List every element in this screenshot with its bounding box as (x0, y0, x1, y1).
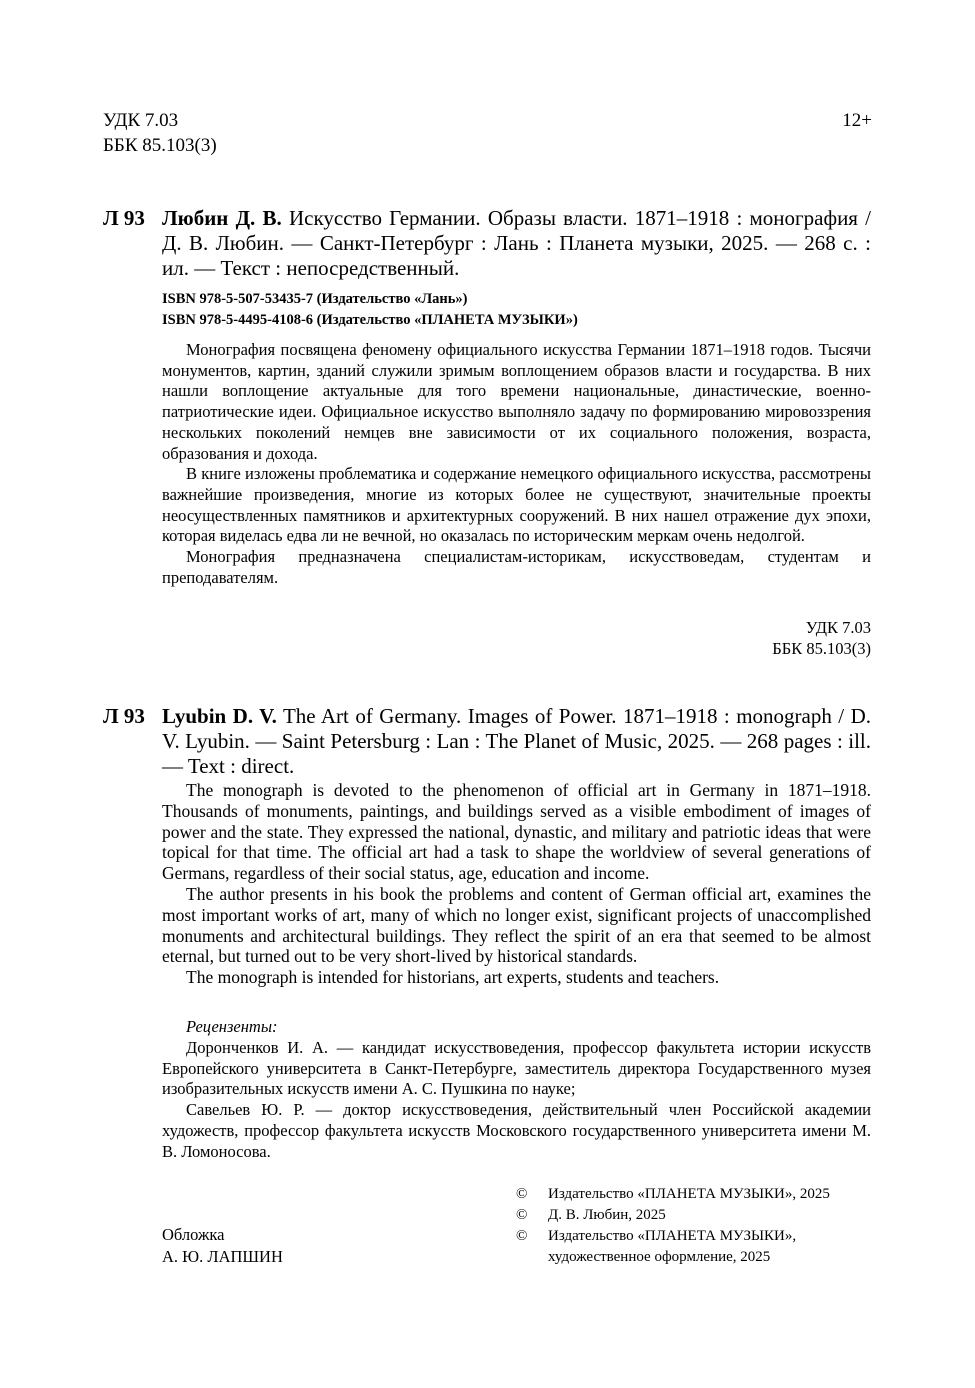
age-rating: 12+ (842, 110, 872, 131)
abstract-paragraph: The monograph is devoted to the phenomenon of official art in Germany in 1871–1918. Thousands of monuments, paintings, and buildings served as a visible embodiment of images of power and the state. They expressed the national, dynastic, and military and patriotic ideas that were topical for that time. The official art had a task to shape the worldview of several generations of Germans, regardless of their social status, age, education and income. (162, 780, 871, 884)
copyright-icon: © (516, 1207, 528, 1223)
reviewers-block (162, 1017, 871, 1163)
abstract-en (162, 780, 871, 988)
classification-codes-right (700, 617, 871, 659)
isbn-block (162, 289, 578, 331)
cover-credit (162, 1224, 283, 1268)
reviewers-heading: Рецензенты: (186, 1017, 278, 1036)
udk-code: УДК 7.03 (103, 110, 179, 131)
copyright-text: Издательство «ПЛАНЕТА МУЗЫКИ», художественное оформление, 2025 (548, 1228, 797, 1265)
bibliographic-entry-en (162, 704, 871, 779)
copyright-text: Д. В. Любин, 2025 (548, 1207, 666, 1223)
abstract-paragraph: The monograph is intended for historians, art experts, students and teachers. (186, 967, 720, 988)
udk-code: УДК 7.03 (805, 618, 871, 637)
copyright-icon: © (516, 1228, 528, 1244)
author-name-ru: Любин Д. В. (162, 206, 282, 230)
entry-text-en: The Art of Germany. Images of Power. 1871–1918 : monograph / D. V. Lyubin. — Saint Petersburg : Lan : The Planet of Music, 2025. — 268 pages : ill. — Text : direct. (162, 704, 872, 778)
abstract-ru (162, 340, 871, 588)
bibliographic-entry-ru (162, 206, 871, 281)
copyright-block (516, 1184, 876, 1268)
copyright-icon: © (516, 1186, 528, 1202)
author-mark-ru: Л 93 (103, 206, 145, 230)
abstract-paragraph: Монография посвящена феномену официального искусства Германии 1871–1918 годов. Тысячи монументов, картин, зданий служили зримым воплощением образов власти и государства. В них нашли воплощение актуальные для того времени национальные, династические, военно-патриотические идеи. Официальное искусство выполняло задачу по формированию мировоззрения нескольких поколений немцев вне зависимости от их социального положения, возраста, образования и дохода. (162, 340, 871, 463)
bbk-code: ББК 85.103(3) (103, 135, 217, 156)
cover-label: Обложка (162, 1225, 225, 1244)
copyright-text: Издательство «ПЛАНЕТА МУЗЫКИ», 2025 (548, 1186, 830, 1202)
reviewer-item: Савельев Ю. Р. — доктор искусствоведения, действительный член Российской академии художеств, профессор факультета искусств Московского государственного университета имени М. В. Ломоносова. (162, 1100, 871, 1161)
author-name-en: Lyubin D. V. (162, 704, 277, 728)
author-mark-en: Л 93 (103, 704, 145, 728)
reviewer-item: Доронченков И. А. — кандидат искусствоведения, профессор факультета истории искусств Европейского университета в Санкт-Петербурге, заместитель директора Государственного музея изобразительных искусств имени А. С. Пушкина по науке; (162, 1037, 871, 1099)
abstract-paragraph: В книге изложены проблематика и содержание немецкого официального искусства, рассмотрены важнейшие произведения, многие из которых более не существуют, значительные проекты неосуществленных памятников и архитектурных сооружений. В них нашел отражение дух эпохи, которая виделась едва ли не вечной, но оказалась по историческим меркам очень недолгой. (162, 464, 871, 546)
abstract-paragraph: Монография предназначена специалистам-историкам, искусствоведам, студентам и преподавателям. (162, 547, 871, 587)
copyright-row (516, 1184, 876, 1205)
copyright-row (516, 1205, 876, 1226)
copyright-row (516, 1226, 876, 1268)
isbn-line: ISBN 978-5-4495-4108-6 (Издательство «ПЛАНЕТА МУЗЫКИ») (162, 312, 578, 328)
bbk-code: ББК 85.103(3) (772, 639, 871, 658)
abstract-paragraph: The author presents in his book the problems and content of German official art, examines the most important works of art, many of which no longer exist, significant projects of unaccomplished monuments and architectural buildings. They reflect the spirit of an era that seemed to be almost eternal, but turned out to be very short-lived by historical standards. (162, 883, 871, 967)
classification-codes-top (103, 108, 217, 158)
entry-text-ru: Искусство Германии. Образы власти. 1871–1918 : монография / Д. В. Любин. — Санкт-Петербург : Лань : Планета музыки, 2025. — 268 с. : ил. — Текст : непосредственный. (162, 206, 872, 280)
cover-designer: А. Ю. ЛАПШИН (162, 1247, 283, 1266)
isbn-line: ISBN 978-5-507-53435-7 (Издательство «Лань») (162, 291, 468, 307)
